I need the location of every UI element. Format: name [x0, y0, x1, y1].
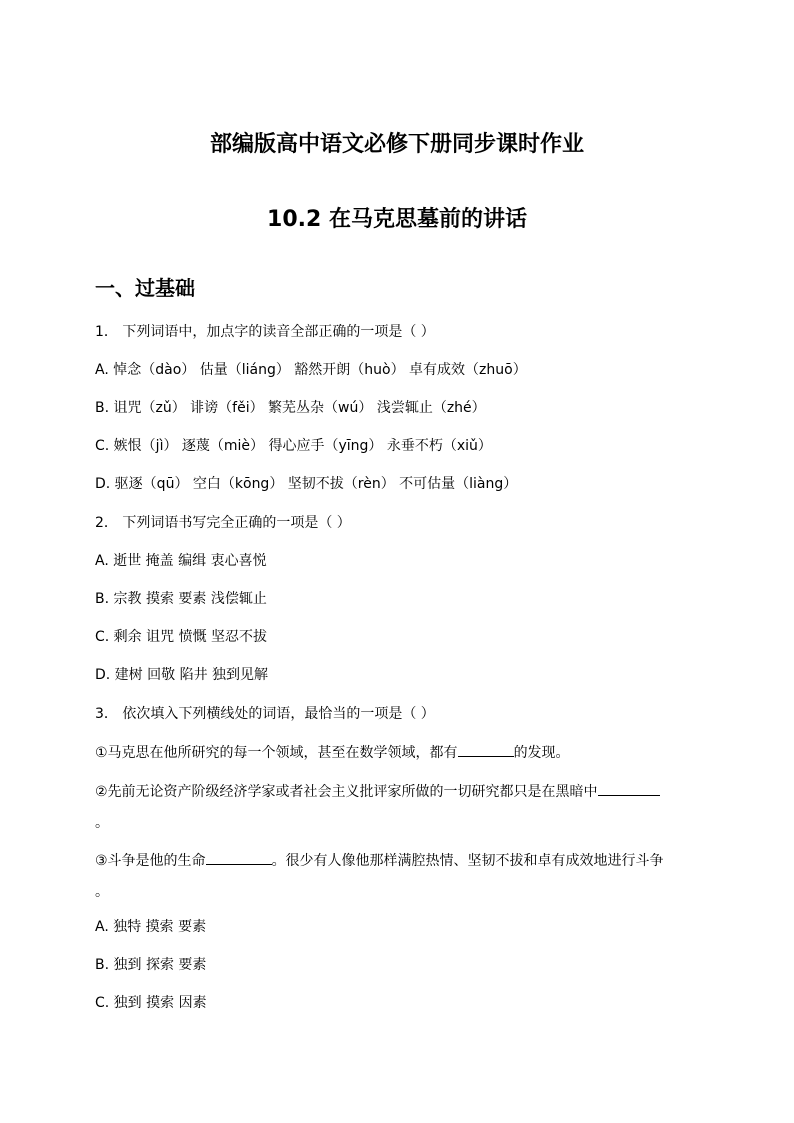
question-1-stem: 1． 下列词语中，加点字的读音全部正确的一项是（ ）	[95, 324, 435, 340]
sentence-1-text-after: 的发现。	[513, 745, 570, 761]
question-3-sentence-3-end: 。	[95, 884, 109, 900]
question-2-option-b: B. 宗教 摸索 要素 浅偿辄止	[95, 591, 267, 607]
sentence-2-text-before: ②先前无论资产阶级经济学家或者社会主义批评家所做的一切研究都只是在黑暗中	[95, 784, 598, 800]
fill-blank-3	[206, 850, 272, 865]
question-2-option-c: C. 剩余 诅咒 愤慨 坚忍不拔	[95, 629, 268, 645]
question-3-sentence-3	[95, 850, 664, 871]
question-3-stem: 3． 依次填入下列横线处的词语，最恰当的一项是（ ）	[95, 706, 435, 722]
question-3-option-c: C. 独到 摸索 因素	[95, 995, 207, 1011]
question-2-option-a: A. 逝世 掩盖 编缉 衷心喜悦	[95, 553, 267, 569]
section-heading: 一、过基础	[95, 276, 195, 300]
sentence-3-text-after: 。很少有人像他那样满腔热情、坚韧不拔和卓有成效地进行斗争	[271, 853, 664, 869]
question-3-option-a: A. 独特 摸索 要素	[95, 919, 207, 935]
question-3-option-b: B. 独到 探索 要素	[95, 957, 207, 973]
question-3-sentence-1	[95, 742, 570, 763]
fill-blank-2	[598, 781, 660, 796]
question-1-option-d: D. 驱逐（qū） 空白（kōng） 坚韧不拔（rèn） 不可估量（liàng）	[95, 476, 518, 492]
sentence-1-text-before: ①马克思在他所研究的每一个领域，甚至在数学领域，都有	[95, 745, 458, 761]
question-3-sentence-2-end: 。	[95, 815, 109, 831]
lesson-title: 10.2 在马克思墓前的讲话	[267, 207, 527, 232]
question-3-sentence-2	[95, 781, 660, 802]
question-1-option-c: C. 嫉恨（jì） 逐蔑（miè） 得心应手（yīng） 永垂不朽（xiǔ）	[95, 438, 492, 454]
question-2-stem: 2． 下列词语书写完全正确的一项是（ ）	[95, 515, 351, 531]
question-1-option-a: A. 悼念（dào） 估量（liáng） 豁然开朗（huò） 卓有成效（zhuō）	[95, 362, 527, 378]
document-title: 部编版高中语文必修下册同步课时作业	[209, 132, 584, 157]
sentence-3-text-before: ③斗争是他的生命	[95, 853, 206, 869]
fill-blank-1	[458, 742, 514, 757]
question-2-option-d: D. 建树 回敬 陷井 独到见解	[95, 667, 269, 683]
question-1-option-b: B. 诅咒（zǔ） 诽谤（fěi） 繁芜丛杂（wú） 浅尝辄止（zhé）	[95, 400, 486, 416]
